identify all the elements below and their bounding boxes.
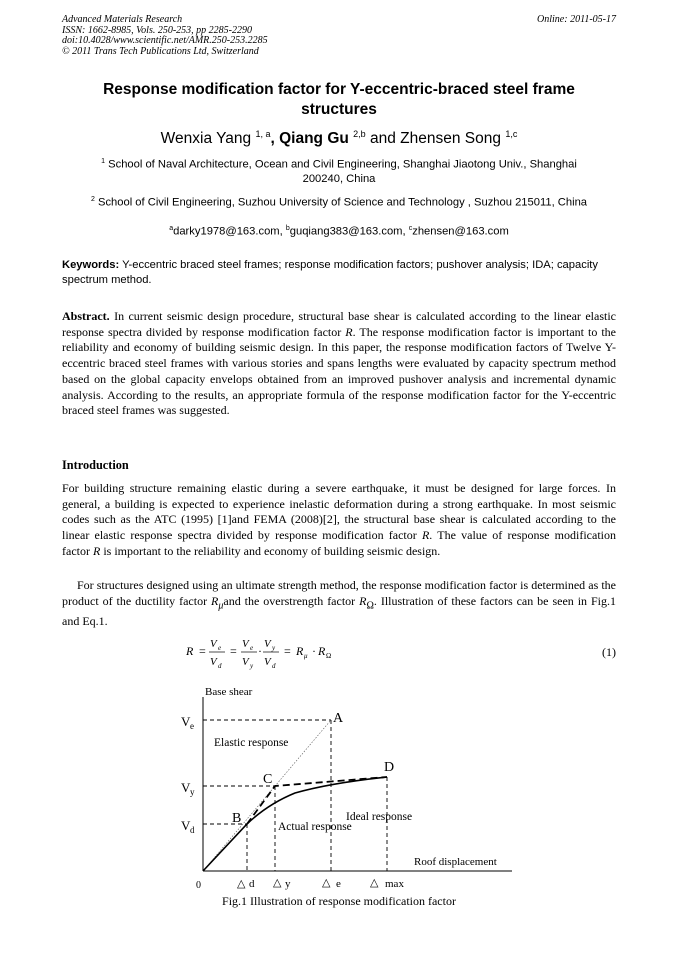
svg-text:V: V bbox=[210, 656, 217, 668]
svg-text:y: y bbox=[250, 662, 254, 670]
author-1-sup: 1, a bbox=[255, 129, 271, 139]
keywords-text: Y-eccentric braced steel frames; response modification factors; pushover analysis; IDA; capacity spectrum method. bbox=[62, 259, 599, 286]
keywords bbox=[62, 258, 616, 288]
tick-e: e bbox=[336, 878, 341, 890]
svg-text:=: = bbox=[230, 644, 237, 658]
x-axis-label: Roof displacement bbox=[414, 856, 497, 868]
svg-text:△: △ bbox=[273, 877, 282, 889]
svg-text:△: △ bbox=[237, 878, 246, 890]
svg-text:μ: μ bbox=[304, 652, 308, 660]
keywords-label: Keywords: bbox=[62, 259, 120, 271]
abstract-label: Abstract. bbox=[62, 309, 110, 323]
svg-text:e: e bbox=[190, 721, 194, 731]
issn-line: ISSN: 1662-8985, Vols. 250-253, pp 2285-2290 bbox=[62, 24, 252, 36]
title-line-1: Response modification factor for Y-eccentric-braced steel frame bbox=[103, 81, 575, 98]
svg-text:d: d bbox=[218, 662, 222, 670]
svg-text:e: e bbox=[218, 644, 222, 652]
doi-line: doi:10.4028/www.scientific.net/AMR.250-253.2285 bbox=[62, 35, 268, 46]
introduction-heading: Introduction bbox=[62, 458, 129, 472]
svg-text:V: V bbox=[242, 656, 249, 668]
point-c: C bbox=[263, 772, 273, 787]
tick-d: d bbox=[249, 878, 255, 890]
journal-name: Advanced Materials Research bbox=[62, 14, 183, 25]
svg-text:y: y bbox=[272, 644, 276, 652]
elastic-response-label: Elastic response bbox=[214, 737, 289, 749]
svg-text:d: d bbox=[272, 662, 276, 670]
figure-1 bbox=[0, 680, 678, 892]
svg-text:·: · bbox=[258, 644, 262, 658]
svg-text:V: V bbox=[210, 638, 217, 650]
tick-y: y bbox=[285, 878, 291, 890]
author-1: Wenxia Yang bbox=[160, 130, 252, 148]
intro-paragraph-1: For building structure remaining elastic during a severe earthquake, it must be designed for large forces. In general, a building is expected to experience inelastic deformation during a strong earthquake. In most seismic codes such as the ATC (1995) [1]and FEMA (2008)[2], the structural base shear is calculated according to the linear elastic response spectra divided by response modification factor R. The value of response modification factor R is important to the reliability and economy of building seismic design. bbox=[62, 481, 616, 558]
title-line-2: structures bbox=[301, 101, 377, 118]
author-3: and Zhensen Song bbox=[365, 130, 501, 148]
svg-text:=: = bbox=[199, 644, 206, 658]
svg-text:·: · bbox=[312, 644, 316, 658]
svg-text:Ω: Ω bbox=[326, 652, 332, 660]
svg-text:V: V bbox=[242, 638, 249, 650]
point-a: A bbox=[333, 711, 344, 726]
abstract: Abstract. In current seismic design procedure, structural base shear is calculated according to the linear elastic response spectra divided by response modification factor R. The response modification factor is important to the reliability and economy of building seismic design. In this paper, the response modification factors of Twelve Y-eccentric braced steel frames with various stories and spans lengths were evaluated by capacity spectrum method based on the global capacity envelops obtained from an improved pushover analysis and incremental dynamic analysis. According to the results, an appropriate formula of the response modification factor for the Y-eccentric braced steel frames was suggested. bbox=[62, 309, 616, 418]
svg-text:d: d bbox=[190, 825, 195, 835]
tick-ve: V bbox=[181, 714, 191, 729]
actual-response-label: Actual response bbox=[278, 821, 352, 833]
point-b: B bbox=[232, 811, 242, 826]
author-2-sup: 2,b bbox=[353, 129, 366, 139]
author-2: , Qiang Gu bbox=[270, 130, 349, 148]
point-d: D bbox=[384, 760, 395, 775]
journal-header bbox=[62, 15, 268, 57]
origin-label: 0 bbox=[196, 880, 201, 891]
tick-max: max bbox=[385, 878, 404, 890]
svg-text:△: △ bbox=[370, 877, 379, 889]
svg-text:△: △ bbox=[322, 877, 331, 889]
online-date: Online: 2011-05-17 bbox=[537, 14, 616, 25]
affiliation-2: $^2$ School of Civil Engineering, Suzhou University of Science and Technology , Suzhou 215011, China bbox=[90, 196, 588, 209]
tick-vd: V bbox=[181, 818, 191, 833]
svg-text:V: V bbox=[264, 638, 271, 650]
equation-1 bbox=[0, 632, 678, 676]
svg-text:=: = bbox=[284, 644, 291, 658]
svg-text:R: R bbox=[296, 644, 304, 658]
svg-text:y: y bbox=[190, 787, 195, 797]
author-emails: $^a$darky1978@163.com, $^b$guqiang383@163.com, $^c$zhensen@163.com bbox=[169, 225, 509, 238]
author-list bbox=[62, 129, 616, 148]
copyright-line: © 2011 Trans Tech Publications Ltd, Switzerland bbox=[62, 45, 259, 57]
affiliation-1: $^1$ School of Naval Architecture, Ocean and Civil Engineering, Shanghai Jiaotong Univ., Shanghai 200240, China bbox=[101, 158, 577, 186]
paper-title bbox=[62, 80, 616, 120]
y-axis-label: Base shear bbox=[205, 686, 253, 698]
svg-text:V: V bbox=[264, 656, 271, 668]
svg-text:R: R bbox=[318, 644, 326, 658]
svg-text:e: e bbox=[250, 644, 254, 652]
ideal-response-label: Ideal response bbox=[346, 811, 413, 823]
equation-number: (1) bbox=[602, 645, 616, 659]
eq-r: R bbox=[186, 644, 194, 658]
intro-paragraph-2: For structures designed using an ultimate strength method, the response modification factor is determined as the product of the ductility factor $R_\mu and$ the overstrength factor $R_\Omega$. Illustration of these factors can be seen in Fig.1 and Eq.1. bbox=[62, 578, 617, 628]
tick-vy: V bbox=[181, 780, 191, 795]
figure-caption: Fig.1 Illustration of response modification factor bbox=[222, 894, 456, 908]
author-3-sup: 1,c bbox=[505, 129, 518, 139]
